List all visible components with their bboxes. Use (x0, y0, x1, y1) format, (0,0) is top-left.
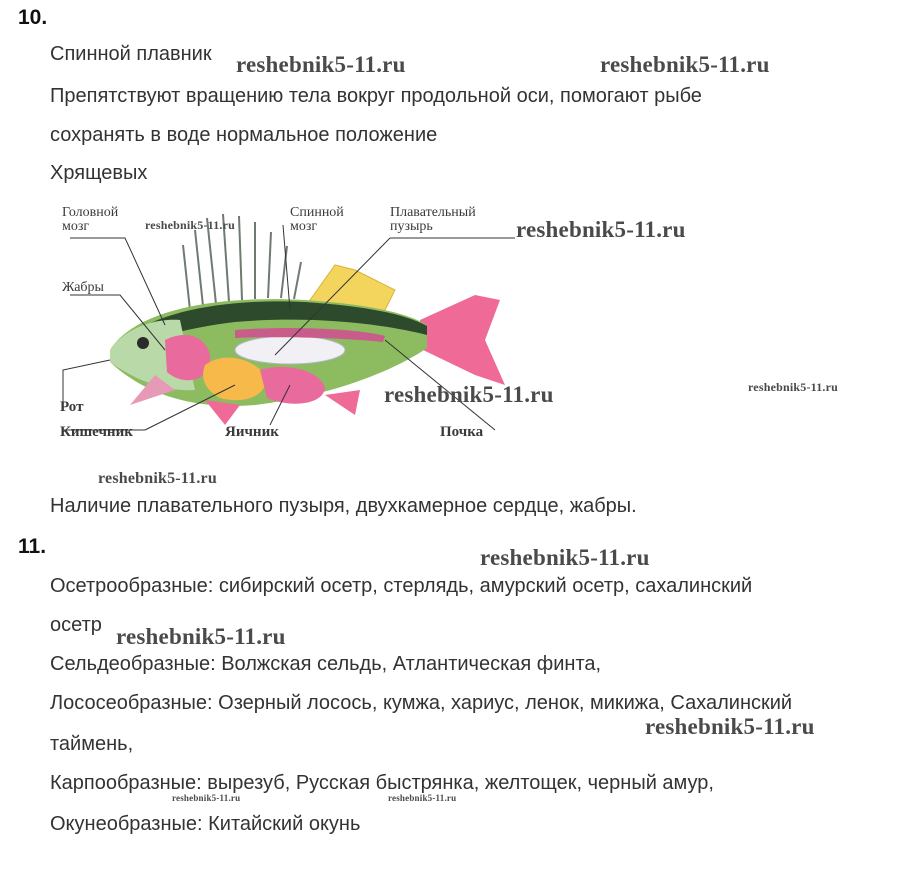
answer-perches: Окунеобразные: Китайский окунь (50, 813, 361, 835)
watermark: reshebnik5-11.ru (388, 793, 457, 803)
watermark: reshebnik5-11.ru (172, 793, 241, 803)
watermark: reshebnik5-11.ru (384, 382, 554, 407)
task-number-10: 10. (18, 6, 48, 29)
answer-salmons-2: таймень, (50, 733, 134, 755)
label-brain-line2: мозг (62, 219, 90, 234)
label-brain-line1: Головной (62, 205, 119, 220)
label-gills: Жабры (62, 280, 104, 295)
answer-herrings: Сельдеобразные: Волжская сельдь, Атлантическая финта, (50, 653, 602, 675)
watermark: reshebnik5-11.ru (116, 624, 286, 649)
label-swim-bladder (390, 206, 476, 234)
label-brain (62, 206, 118, 234)
answer-cartilaginous: Хрящевых (50, 162, 148, 184)
answer-salmons-1: Лососеобразные: Озерный лосось, кумжа, хариус, ленок, микижа, Сахалинский (50, 692, 793, 714)
watermark: reshebnik5-11.ru (645, 714, 815, 739)
label-spinal-cord (290, 206, 344, 234)
label-bladder-line1: Плавательный (390, 205, 476, 220)
label-spinal-line2: мозг (290, 219, 318, 234)
fish-anatomy-diagram (55, 200, 515, 450)
label-intestine: Кишечник (60, 424, 133, 440)
watermark: reshebnik5-11.ru (145, 218, 235, 232)
answer-bony-fish-features: Наличие плавательного пузыря, двухкамерное сердце, жабры. (50, 495, 637, 517)
label-ovary: Яичник (225, 424, 279, 440)
label-mouth: Рот (60, 399, 84, 415)
watermark: reshebnik5-11.ru (516, 217, 686, 242)
eye (137, 337, 149, 349)
caudal-fin (420, 295, 505, 385)
answer-dorsal-fin: Спинной плавник (50, 43, 212, 65)
anal-fin (325, 390, 360, 415)
label-bladder-line2: пузырь (390, 219, 433, 234)
answer-fin-function-1: Препятствуют вращению тела вокруг продольной оси, помогают рыбе (50, 85, 702, 107)
answer-sturgeons-1: Осетрообразные: сибирский осетр, стерлядь, амурский осетр, сахалинский (50, 575, 753, 597)
label-kidney: Почка (440, 424, 484, 440)
answer-fin-function-2: сохранять в воде нормальное положение (50, 124, 438, 146)
watermark: reshebnik5-11.ru (480, 545, 650, 570)
watermark: reshebnik5-11.ru (748, 380, 838, 394)
answer-sturgeons-2: осетр (50, 614, 102, 636)
task-number-11: 11. (18, 535, 47, 558)
answer-carps: Карпообразные: вырезуб, Русская быстрянка, желтощек, черный амур, (50, 772, 714, 794)
watermark: reshebnik5-11.ru (600, 52, 770, 77)
label-spinal-line1: Спинной (290, 205, 344, 220)
watermark: reshebnik5-11.ru (236, 52, 406, 77)
watermark: reshebnik5-11.ru (98, 470, 217, 487)
